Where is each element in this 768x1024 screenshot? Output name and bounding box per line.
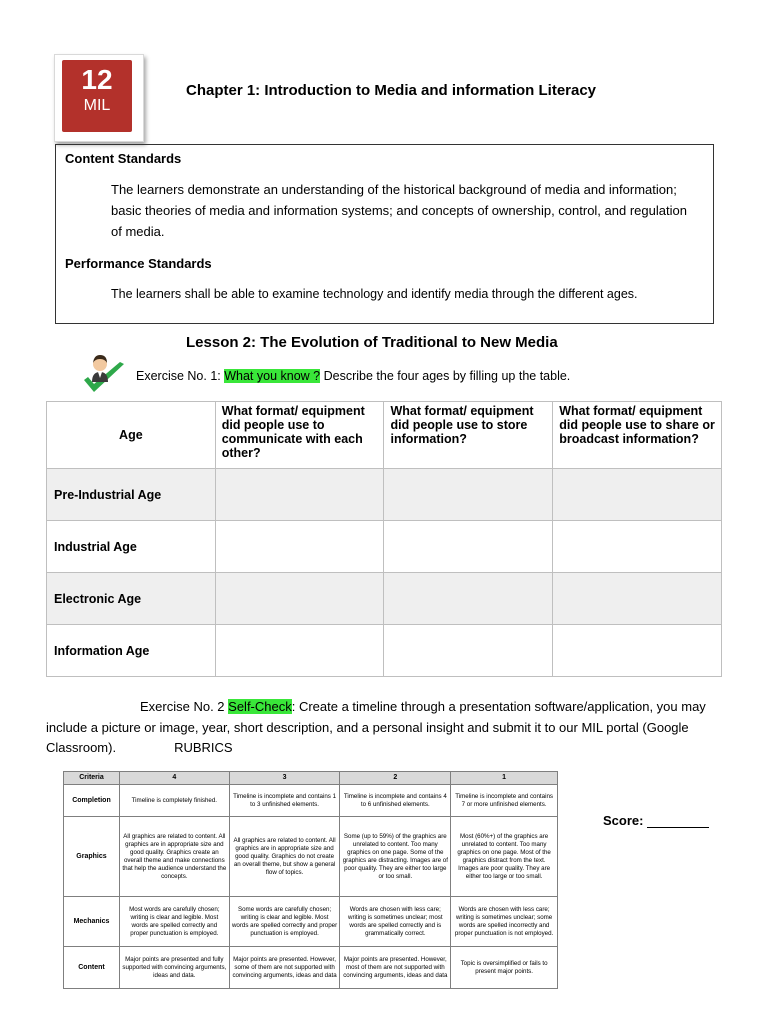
age-table <box>46 401 722 677</box>
table-row <box>64 947 558 989</box>
table-row <box>64 897 558 947</box>
logo-text: MIL <box>83 97 111 114</box>
rubric-header-row <box>64 772 558 785</box>
age-table-header-communicate: What format/ equipment did people use to communicate with each other? <box>215 402 384 469</box>
answer-cell[interactable] <box>553 521 722 573</box>
rubrics-label: RUBRICS <box>174 740 233 755</box>
rubric-cell: Most (60%+) of the graphics are unrelated to content. Too many graphics on one page. Most of the graphics distract from the text. Images are poor quality. They are either too large or too small. <box>451 817 558 897</box>
age-row-label: Pre-Industrial Age <box>47 469 216 521</box>
answer-cell[interactable] <box>215 469 384 521</box>
content-standards-title: Content Standards <box>65 151 182 166</box>
age-row-label: Electronic Age <box>47 573 216 625</box>
rubric-cell: All graphics are related to content. All graphics are in appropriate size and good quality. Graphics create an overall theme and make connections that help the audience understand the concepts. <box>119 817 229 897</box>
rubric-header-2: 2 <box>340 772 451 785</box>
exercise-2-rest: : Create a timeline through a presentation software/application, you may include a picture or image, year, short description, and a personal insight and submit it to our MIL portal (Google Classroom). <box>46 699 706 755</box>
rubric-criteria: Completion <box>64 785 120 817</box>
answer-cell[interactable] <box>553 625 722 677</box>
rubric-cell: Words are chosen with less care; writing is sometimes unclear; some words are spelled incorrectly and proper punctuation is not employed. <box>451 897 558 947</box>
rubric-cell: Timeline is completely finished. <box>119 785 229 817</box>
exercise-2-instruction <box>46 697 726 759</box>
rubric-table <box>63 771 558 989</box>
exercise-1-rest: Describe the four ages by filling up the table. <box>320 369 571 383</box>
lesson-title: Lesson 2: The Evolution of Traditional to New Media <box>186 334 558 351</box>
age-table-header-share: What format/ equipment did people use to share or broadcast information? <box>553 402 722 469</box>
table-row <box>47 521 722 573</box>
table-row <box>64 817 558 897</box>
age-table-header-store: What format/ equipment did people use to store information? <box>384 402 553 469</box>
chapter-title: Chapter 1: Introduction to Media and information Literacy <box>186 82 597 99</box>
age-table-header-age: Age <box>47 402 216 469</box>
age-row-label: Industrial Age <box>47 521 216 573</box>
score-field <box>603 813 709 828</box>
rubric-criteria: Content <box>64 947 120 989</box>
rubric-header-criteria: Criteria <box>64 772 120 785</box>
exercise-1-highlight: What you know ? <box>224 369 321 383</box>
answer-cell[interactable] <box>384 469 553 521</box>
table-row <box>47 469 722 521</box>
teacher-checkmark-icon <box>80 352 128 400</box>
performance-standards-body: The learners shall be able to examine technology and identify media through the different ages. <box>111 287 638 301</box>
rubric-cell: Major points are presented. However, most of them are not supported with convincing arguments, ideas and data <box>340 947 451 989</box>
answer-cell[interactable] <box>553 573 722 625</box>
rubric-cell: Timeline is incomplete and contains 7 or more unfinished elements. <box>451 785 558 817</box>
rubric-cell: Timeline is incomplete and contains 1 to 3 unfinished elements. <box>229 785 340 817</box>
answer-cell[interactable] <box>384 573 553 625</box>
exercise-2-prefix: Exercise No. 2 <box>140 699 229 714</box>
rubric-cell: Some words are carefully chosen; writing is clear and legible. Most words are spelled correctly and proper punctuation is employed. <box>229 897 340 947</box>
score-blank[interactable] <box>647 815 709 828</box>
answer-cell[interactable] <box>384 521 553 573</box>
answer-cell[interactable] <box>215 625 384 677</box>
answer-cell[interactable] <box>215 573 384 625</box>
rubric-cell: Some (up to 59%) of the graphics are unrelated to content. Too many graphics on one page. Some of the graphics are distracting. Images are of poor quality. They are either too large or too small. <box>340 817 451 897</box>
age-table-header-row <box>47 402 722 469</box>
rubric-header-4: 4 <box>119 772 229 785</box>
rubric-header-1: 1 <box>451 772 558 785</box>
rubric-criteria: Graphics <box>64 817 120 897</box>
table-row <box>64 785 558 817</box>
standards-box <box>55 144 714 324</box>
rubric-cell: Words are chosen with less care; writing is sometimes unclear; most words are spelled correctly and is grammatically correct. <box>340 897 451 947</box>
mil-logo <box>54 54 144 142</box>
answer-cell[interactable] <box>215 521 384 573</box>
rubric-criteria: Mechanics <box>64 897 120 947</box>
table-row <box>47 625 722 677</box>
logo-number: 12 <box>81 64 113 95</box>
age-row-label: Information Age <box>47 625 216 677</box>
table-row <box>47 573 722 625</box>
rubric-cell: Major points are presented and fully supported with convincing arguments, ideas and data. <box>119 947 229 989</box>
exercise-2-highlight: Self-Check <box>228 699 292 714</box>
answer-cell[interactable] <box>553 469 722 521</box>
content-standards-body: The learners demonstrate an understanding of the historical background of media and information; basic theories of media and information systems; and concepts of ownership, control, and regulation of media. <box>111 182 687 239</box>
rubric-header-3: 3 <box>229 772 340 785</box>
exercise-1-instruction <box>136 369 570 383</box>
rubric-cell: Topic is oversimplified or fails to present major points. <box>451 947 558 989</box>
score-label: Score: <box>603 813 644 828</box>
performance-standards-title: Performance Standards <box>65 256 212 271</box>
answer-cell[interactable] <box>384 625 553 677</box>
logo-badge <box>62 60 132 132</box>
rubric-cell: Major points are presented. However, some of them are not supported with convincing arguments, ideas and data <box>229 947 340 989</box>
rubric-cell: All graphics are related to content. All graphics are in appropriate size and good quality. Graphics do not create an overall theme, but show a general flow of topics. <box>229 817 340 897</box>
exercise-1-prefix: Exercise No. 1: <box>136 369 225 383</box>
rubric-cell: Most words are carefully chosen; writing is clear and legible. Most words are spelled correctly and proper punctuation is employed. <box>119 897 229 947</box>
rubric-cell: Timeline is incomplete and contains 4 to 6 unfinished elements. <box>340 785 451 817</box>
